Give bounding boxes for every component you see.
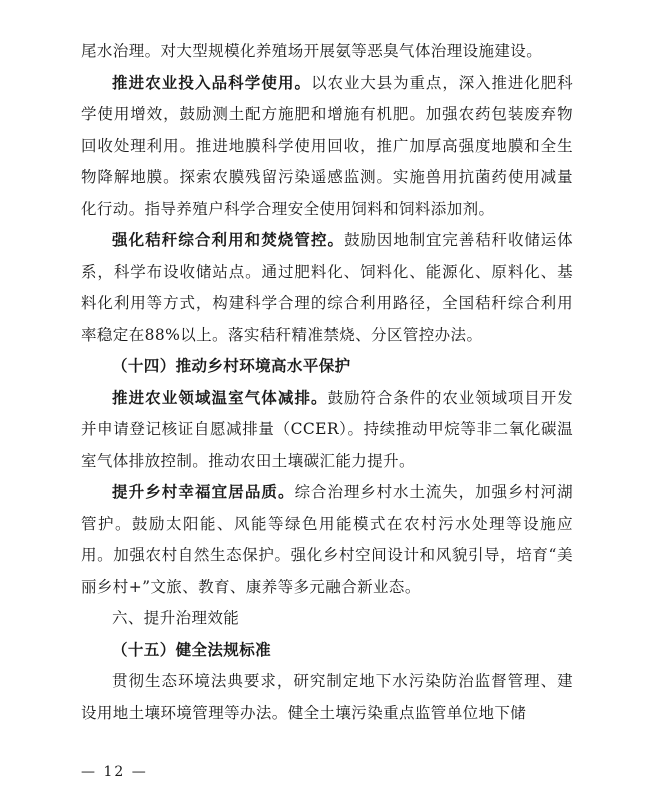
paragraph-straw	[81, 225, 573, 351]
paragraph-text: 鼓励因地制宜完善秸秆收储运体系，科学布设收储站点。通过肥料化、饲料化、能源化、原料化、基料化利用等方式，构建科学合理的综合利用路径，全国秸秆综合利用率稳定在88%以上。落实秸秆精准禁烧、分区管控办法。	[81, 231, 573, 344]
paragraph-text: 综合治理乡村水土流失，加强乡村河湖管护。鼓励太阳能、风能等绿色用能模式在农村污水处理等设施应用。加强农村自然生态保护。强化乡村空间设计和风貌引导，培育“美丽乡村+”文旅、教育、康养等多元融合新业态。	[81, 483, 573, 596]
document-body	[81, 36, 573, 729]
paragraph-ghg	[81, 383, 573, 478]
page-number: — 12 —	[81, 764, 148, 780]
section-heading-6	[81, 603, 573, 635]
paragraph-lead: 强化秸秆综合利用和焚烧管控。	[112, 231, 345, 249]
paragraph-lead: 推进农业投入品科学使用。	[112, 73, 312, 92]
paragraph-lead: 提升乡村幸福宜居品质。	[112, 483, 295, 501]
subheading-text: （十四）推动乡村环境高水平保护	[112, 357, 351, 375]
paragraph-continuation	[81, 36, 573, 68]
paragraph-agri-inputs	[81, 68, 573, 226]
paragraph-laws	[81, 666, 573, 729]
paragraph-text: 贯彻生态环境法典要求，研究制定地下水污染防治监督管理、建设用地土壤环境管理等办法。健全土壤污染重点监管单位地下储	[81, 672, 573, 722]
paragraph-lead: 推进农业领域温室气体减排。	[112, 388, 328, 407]
subheading-14	[81, 351, 573, 383]
section-heading-text: 六、提升治理效能	[112, 609, 240, 627]
paragraph-text: 以农业大县为重点，深入推进化肥科学使用增效，鼓励测土配方施肥和增施有机肥。加强农药包装废弃物回收处理利用。推进地膜科学使用回收，推广加厚高强度地膜和全生物降解地膜。探索农膜残留污染遥感监测。实施兽用抗菌药使用减量化行动。指导养殖户科学合理安全使用饲料和饲料添加剂。	[81, 73, 573, 218]
paragraph-text: 鼓励符合条件的农业领域项目开发并申请登记核证自愿减排量（CCER）。持续推动甲烷等非二氧化碳温室气体排放控制。推动农田土壤碳汇能力提升。	[81, 388, 573, 470]
subheading-text: （十五）健全法规标准	[112, 640, 272, 659]
paragraph-text: 尾水治理。对大型规模化养殖场开展氨等恶臭气体治理设施建设。	[81, 42, 543, 60]
subheading-15	[81, 635, 573, 667]
paragraph-livable	[81, 477, 573, 603]
